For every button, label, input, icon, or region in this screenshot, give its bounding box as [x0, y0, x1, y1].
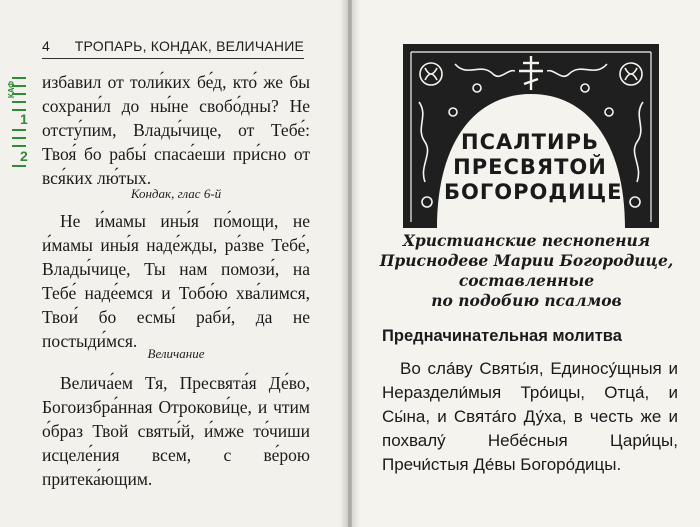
page-number: 4 [42, 38, 50, 54]
marker-tick [12, 145, 26, 147]
prayer-text: Во сла́ву Святы́я, Единосу́щныя и Нераздели́мыя Тро́ицы, Отца́, и Сы́на, и Свята́го Ду́ха, в честь же и похвалу́ Небе́сныя Цари́цы, Пречи́стыя Де́вы Богоро́дицы. [382, 359, 678, 474]
left-page [0, 0, 348, 527]
subtitle-line-4: по подобию псалмов [431, 291, 622, 310]
marker-label: КАФ [7, 80, 17, 99]
book-title [444, 130, 623, 205]
right-page [352, 0, 700, 527]
marker-tick [12, 137, 26, 139]
book-gutter-shadow [340, 0, 360, 527]
marker-tick [12, 77, 26, 79]
marker-digit-2: 2 [20, 148, 28, 164]
text-paragraph-3: Велича́ем Тя, Пресвята́я Де́во, Богоизбра́нная Отрокови́це, и чтим о́браз Твой святы́й, и́мже то́чиши исцеле́ния всем, с ве́рою притека́ющим. [42, 373, 310, 489]
book-title-line-3: БОГОРОДИЦЕ [444, 180, 623, 204]
marker-digit-1: 1 [20, 111, 28, 127]
marker-tick [12, 101, 26, 103]
book-subtitle [374, 231, 679, 311]
prayer-heading: Предначинательная молитва [382, 327, 622, 345]
running-header-title: ТРОПАРЬ, КОНДАК, ВЕЛИЧАНИЕ [74, 38, 304, 54]
text-paragraph-2: Не и́мамы ины́я по́мощи, не и́мамы ины́я наде́жды, ра́зве Тебе́, Влады́чице, Ты нам помози́, на Тебе́ наде́емся и Тобо́ю хва́лимся, Твои́ бо есмы́ раби́, да не постыди́мся. [42, 211, 310, 351]
subtitle-line-3: составленные [458, 271, 595, 290]
running-header [42, 38, 304, 59]
subtitle-line-1: Христианские песнопения [402, 231, 651, 250]
kondak-caption: Кондак, глас 6-й [130, 186, 222, 201]
text-paragraph-1: избавил от толи́ких бе́д, кто́ же бы сохрани́л до ны́не свобо́дны? Не отсту́пим, Влады́чице, от Тебе́: Твоя́ бо рабы́ спаса́еши при́сно от вся́ких лю́тых. [42, 72, 310, 188]
kathisma-marker [7, 77, 34, 169]
marker-tick [12, 165, 26, 167]
book-title-line-1: ПСАЛТИРЬ [461, 130, 599, 154]
subtitle-line-2: Приснодеве Марии Богородице, [379, 251, 674, 270]
marker-tick [12, 129, 26, 131]
velichanie-caption: Величание [147, 346, 205, 361]
book-title-line-2: ПРЕСВЯТОЙ [453, 155, 607, 179]
